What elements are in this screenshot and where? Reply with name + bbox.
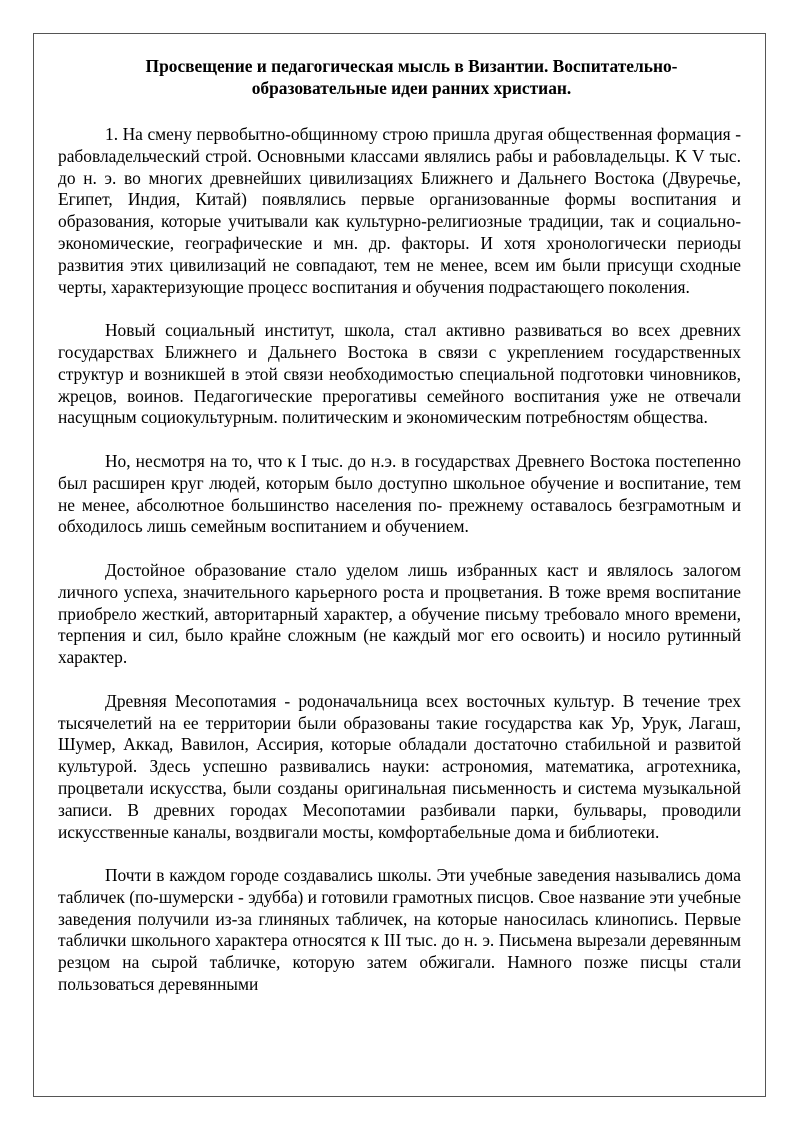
paragraph-5: Древняя Месопотамия - родоначальница всех восточных культур. В течение трех тысячелетий на ее территории были образованы такие государства как Ур, Урук, Лагаш, Шумер, Аккад, Вавилон, Ассирия, которые обладали достаточно стабильной и развитой культурой. Здесь успешно развивались науки: астрономия, математика, агротехника, процветали искусства, были созданы оригинальная письменность и система музыкальной записи. В древних городах Месопотамии разбивали парки, бульвары, проводили искусственные каналы, воздвигали мосты, комфортабельные дома и библиотеки. [58, 690, 741, 842]
title-line-2: образовательные идеи ранних христиан. [251, 78, 572, 98]
document-body [58, 55, 741, 996]
title-line-1: Просвещение и педагогическая мысль в Византии. Воспитательно- [145, 56, 678, 76]
paragraph-6: Почти в каждом городе создавались школы. Эти учебные заведения назывались дома табличек (по-шумерски - эдубба) и готовили грамотных писцов. Свое название эти учебные заведения получили из-за глиняных табличек, на которые наносилась клинопись. Первые таблички школьного характера относятся к III тыс. до н. э. Письмена вырезали деревянным резцом на сырой табличке, которую затем обжигали. Намного позже писцы стали пользоваться деревянными [58, 865, 741, 995]
paragraph-3: Но, несмотря на то, что к I тыс. до н.э. в государствах Древнего Востока постепенно был расширен круг людей, которым было доступно школьное обучение и воспитание, тем не менее, абсолютное большинство населения по- прежнему оставалось безграмотным и обходилось лишь семейным воспитанием и обучением. [58, 450, 741, 537]
paragraph-1: 1. На смену первобытно-общинному строю пришла другая общественная формация - рабовладельческий строй. Основными классами являлись рабы и рабовладельцы. К V тыс. до н. э. во многих древнейших цивилизациях Ближнего и Дальнего Востока (Двуречье, Египет, Индия, Китай) появлялись первые организованные формы воспитания и образования, которые учитывали как культурно-религиозные традиции, так и социально-экономические, географические и мн. др. факторы. И хотя хронологически периоды развития этих цивилизаций не совпадают, тем не менее, всем им были присущи сходные черты, характеризующие процесс воспитания и обучения подрастающего поколения. [58, 124, 741, 297]
document-title [58, 55, 741, 99]
paragraph-2: Новый социальный институт, школа, стал активно развиваться во всех древних государствах Ближнего и Дальнего Востока в связи с укреплением государственных структур и возникшей в этой связи необходимостью специальной подготовки чиновников, жрецов, воинов. Педагогические прерогативы семейного воспитания уже не отвечали насущным социокультурным. политическим и экономическим потребностям общества. [58, 320, 741, 428]
paragraph-4: Достойное образование стало уделом лишь избранных каст и являлось залогом личного успеха, значительного карьерного роста и процветания. В тоже время воспитание приобрело жесткий, авторитарный характер, а обучение письму требовало много времени, терпения и сил, было крайне сложным (не каждый мог его освоить) и носило рутинный характер. [58, 559, 741, 668]
